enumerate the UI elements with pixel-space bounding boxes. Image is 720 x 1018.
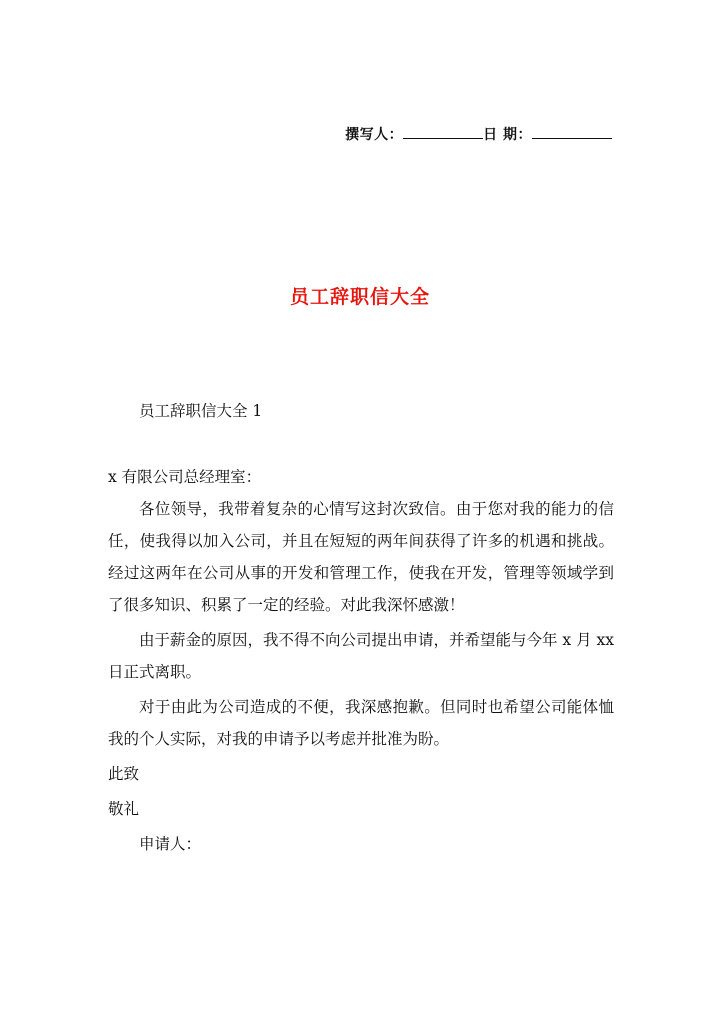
author-blank (403, 126, 483, 139)
author-label: 撰写人： (345, 127, 404, 143)
closing-line-1: 此致 (108, 765, 140, 783)
letter-paragraph-1: 各位领导，我带着复杂的心情写这封次致信。由于您对我的能力的信任，使我得以加入公司，并且在短短的两年间获得了许多的机遇和挑战。经过这两年在公司从事的开发和管理工作，使我在开发，管理等领域学到了很多知识、积累了一定的经验。对此我深怀感激！ (108, 500, 614, 614)
document-title: 员工辞职信大全 (289, 286, 430, 308)
date-label: 日 期： (483, 127, 532, 143)
date-blank (532, 126, 612, 139)
letter-paragraph-3: 对于由此为公司造成的不便，我深感抱歉。但同时也希望公司能体恤我的个人实际，对我的申请予以考虑并批准为盼。 (108, 698, 614, 748)
letter-paragraph-2: 由于薪金的原因，我不得不向公司提出申请，并希望能与今年 x 月 xx 日正式离职。 (108, 631, 615, 681)
letter-body (108, 395, 614, 860)
closing-line-2: 敬礼 (108, 800, 140, 818)
header-meta (345, 124, 612, 144)
letter-recipient: x 有限公司总经理室： (108, 468, 262, 486)
applicant-label: 申请人： (139, 835, 202, 853)
letter-subheading: 员工辞职信大全 1 (139, 402, 263, 420)
